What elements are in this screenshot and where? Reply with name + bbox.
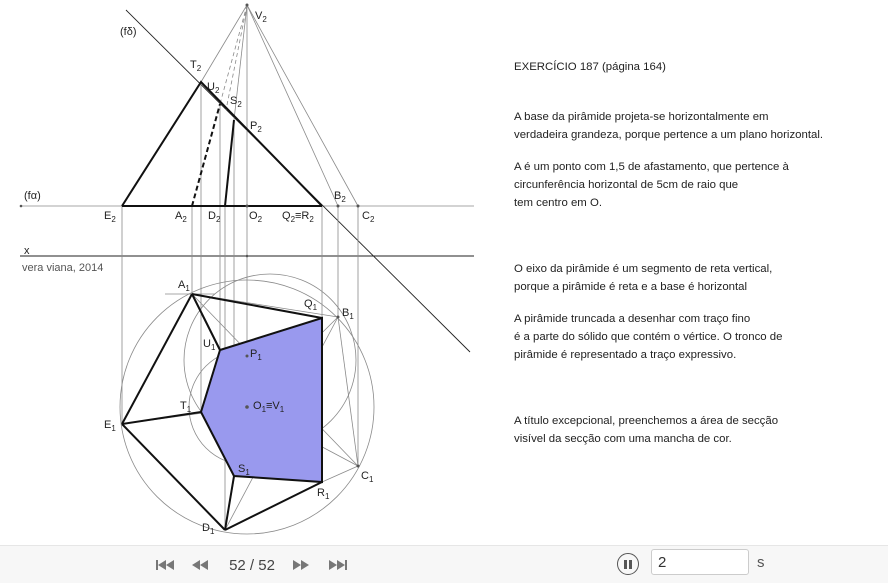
point-label-c1: $C_1$ — [361, 470, 374, 484]
player-controls — [0, 545, 888, 583]
point-label-d2: $D_2$ — [208, 210, 221, 224]
point-label-t1: $T_1$ — [180, 400, 192, 414]
point-label-q1: $Q_1$ — [304, 298, 318, 312]
point-label-v2: $V_2$ — [255, 10, 267, 24]
point-label-a1: $A_1$ — [178, 279, 190, 293]
paragraph-truncated: A pirâmide truncada a desenhar com traço fino é a parte do sólido que contém o vértice. O tronco de pirâmide é representado a traço expressivo. — [514, 313, 783, 361]
point-label-u2: $U_2$ — [207, 81, 220, 95]
frustum-elevation — [122, 82, 322, 206]
point-label-s1: $S_1$ — [238, 463, 250, 477]
point-label-e1: $E_1$ — [104, 419, 116, 433]
point-label-q2r2: $Q_2\equiv R_2$ — [282, 210, 314, 224]
point-label-a2: $A_2$ — [175, 210, 187, 224]
exercise-title: EXERCÍCIO 187 (página 164) — [514, 61, 666, 73]
point-label-c2: $C_2$ — [362, 210, 375, 224]
paragraph-point-a: A é um ponto com 1,5 de afastamento, que pertence à circunferência horizontal de 5cm de raio que tem centro em O. — [514, 161, 789, 209]
skip-to-end-icon[interactable] — [326, 554, 350, 576]
point-label-d1: $D_1$ — [202, 522, 215, 536]
point-label-r1: $R_1$ — [317, 487, 330, 501]
author-credit: vera viana, 2014 — [22, 262, 104, 274]
point-label-s2: $S_2$ — [230, 95, 242, 109]
point-label-p2: $P_2$ — [250, 120, 262, 134]
paragraph-section: A título excepcional, preenchemos a área de secção visível da secção com uma mancha de cor. — [514, 415, 779, 445]
speed-unit-label: s — [757, 554, 765, 571]
label-f-alpha: (fα) — [24, 190, 41, 202]
step-back-icon[interactable] — [188, 554, 212, 576]
exercise-text-panel — [514, 58, 874, 448]
step-counter: 52 / 52 — [229, 556, 275, 574]
point-label-b2: $B_2$ — [334, 190, 346, 204]
skip-to-start-icon[interactable] — [153, 554, 177, 576]
point-label-p1: $P_1$ — [250, 348, 262, 362]
label-axis-x: x — [24, 245, 30, 257]
point-label-o2: $O_2$ — [249, 210, 263, 224]
paragraph-base: A base da pirâmide projeta-se horizontalmente em verdadeira grandeza, porque pertence a um plano horizontal. — [514, 111, 824, 141]
pause-icon[interactable] — [617, 553, 639, 575]
paragraph-axis: O eixo da pirâmide é um segmento de reta vertical, porque a pirâmide é reta e a base é horizontal — [514, 263, 773, 293]
point-label-t2: $T_2$ — [190, 59, 202, 73]
point-label-o1v1: $O_1\equiv V_1$ — [253, 400, 285, 414]
point-label-e2: $E_2$ — [104, 210, 116, 224]
step-forward-icon[interactable] — [289, 554, 313, 576]
speed-input[interactable] — [651, 549, 749, 575]
point-label-b1: $B_1$ — [342, 307, 354, 321]
label-f-delta: (fδ) — [120, 26, 137, 38]
point-label-u1: $U_1$ — [203, 338, 216, 352]
